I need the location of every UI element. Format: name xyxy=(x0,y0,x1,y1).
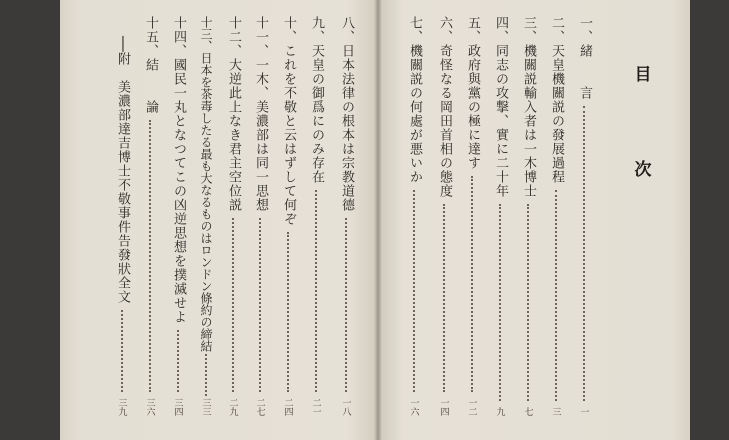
toc-entry-page: 一八 xyxy=(340,398,351,416)
toc-entry[interactable] xyxy=(223,16,243,416)
toc-entry-page: 三四 xyxy=(172,398,183,416)
dot-leader xyxy=(315,190,317,392)
dot-leader xyxy=(205,354,207,396)
dot-leader xyxy=(471,176,473,392)
toc-entry[interactable] xyxy=(336,16,356,416)
book-gutter xyxy=(374,0,382,440)
toc-entry[interactable] xyxy=(168,16,188,416)
dot-leader xyxy=(345,218,347,392)
toc-entry-page: 三九 xyxy=(116,398,127,416)
toc-entry-page: 二四 xyxy=(282,398,293,416)
toc-entry-title: 五、政府與黨の極に達す xyxy=(465,16,480,170)
toc-entry-page: 三六 xyxy=(144,398,155,416)
toc-entry[interactable] xyxy=(250,16,270,416)
appendix-dash: ── xyxy=(114,36,130,52)
toc-entry[interactable] xyxy=(278,16,298,416)
dot-leader xyxy=(177,330,179,392)
toc-entry[interactable] xyxy=(434,16,454,416)
toc-entry[interactable] xyxy=(518,16,538,416)
toc-entry-title: 十、これを不敬と云はずして何ぞ xyxy=(281,16,296,226)
toc-entry[interactable] xyxy=(462,16,482,416)
toc-entry-title: 十一、一木、美濃部は同一思想 xyxy=(253,16,268,212)
toc-entry-title: 四、同志の攻撃、實に二十年 xyxy=(493,16,508,198)
toc-entry-appendix[interactable] xyxy=(112,36,132,416)
toc-entry-title: 三、機關説輸入者は一木博士 xyxy=(521,16,536,198)
toc-entry-title: 十四、國民一丸となつてこの凶逆思想を撲滅せよ xyxy=(171,16,186,324)
title-char: 次 xyxy=(634,160,652,180)
toc-entry-title: 二、天皇機關説の發展過程 xyxy=(549,16,564,184)
toc-entry[interactable] xyxy=(306,16,326,416)
toc-entry-title: 十三、日本を茶毒したる最も大なるものはロンドン條約の締結 xyxy=(199,16,213,352)
dot-leader xyxy=(527,204,529,401)
dot-leader xyxy=(555,190,557,401)
toc-entry[interactable] xyxy=(140,16,160,416)
toc-entry-page: 一四 xyxy=(438,398,449,416)
dot-leader xyxy=(583,106,585,401)
dot-leader xyxy=(443,204,445,392)
toc-entry-page: 一 xyxy=(578,407,589,416)
toc-entry-title: 一、緒 言 xyxy=(577,16,592,100)
dot-leader xyxy=(287,232,289,392)
dot-leader xyxy=(413,190,415,392)
toc-entry-page: 三 xyxy=(550,407,561,416)
dot-leader xyxy=(499,204,501,401)
toc-entry-page: 二七 xyxy=(254,398,265,416)
toc-entry-title: 九、天皇の御爲にのみ存在 xyxy=(309,16,324,184)
dot-leader xyxy=(232,218,234,392)
dot-leader xyxy=(259,218,261,392)
toc-entry-page: 三三 xyxy=(200,398,211,416)
toc-entry-page: 二九 xyxy=(227,398,238,416)
toc-entry-page: 一六 xyxy=(408,398,419,416)
toc-entry[interactable] xyxy=(490,16,510,416)
toc-entry[interactable] xyxy=(404,16,424,416)
toc-entry[interactable] xyxy=(574,16,594,416)
toc-entry-title: 八、日本法律の根本は宗教道德 xyxy=(339,16,354,212)
toc-entry-title: 附 美濃部達吉博士不敬事件告發狀全文 xyxy=(115,51,130,304)
toc-entry-title: 七、機關説の何處が悪いか xyxy=(407,16,422,184)
dot-leader xyxy=(149,120,151,392)
toc-entry-page: 七 xyxy=(522,407,533,416)
right-page xyxy=(378,0,690,440)
toc-entry-page: 二一 xyxy=(310,398,321,416)
toc-entry-page: 一二 xyxy=(466,398,477,416)
toc-entry[interactable] xyxy=(546,16,566,416)
toc-entry-page: 九 xyxy=(494,407,505,416)
toc-entry-title: 十二、大逆此上なき君主空位説 xyxy=(226,16,241,212)
toc-entry-title: 六、奇怪なる岡田首相の態度 xyxy=(437,16,452,198)
toc-entry-title: 十五、結 論 xyxy=(143,16,158,114)
toc-title xyxy=(628,60,658,180)
toc-entry[interactable] xyxy=(196,16,216,416)
left-page xyxy=(60,0,378,440)
title-char: 目 xyxy=(634,65,652,85)
dot-leader xyxy=(121,310,123,392)
